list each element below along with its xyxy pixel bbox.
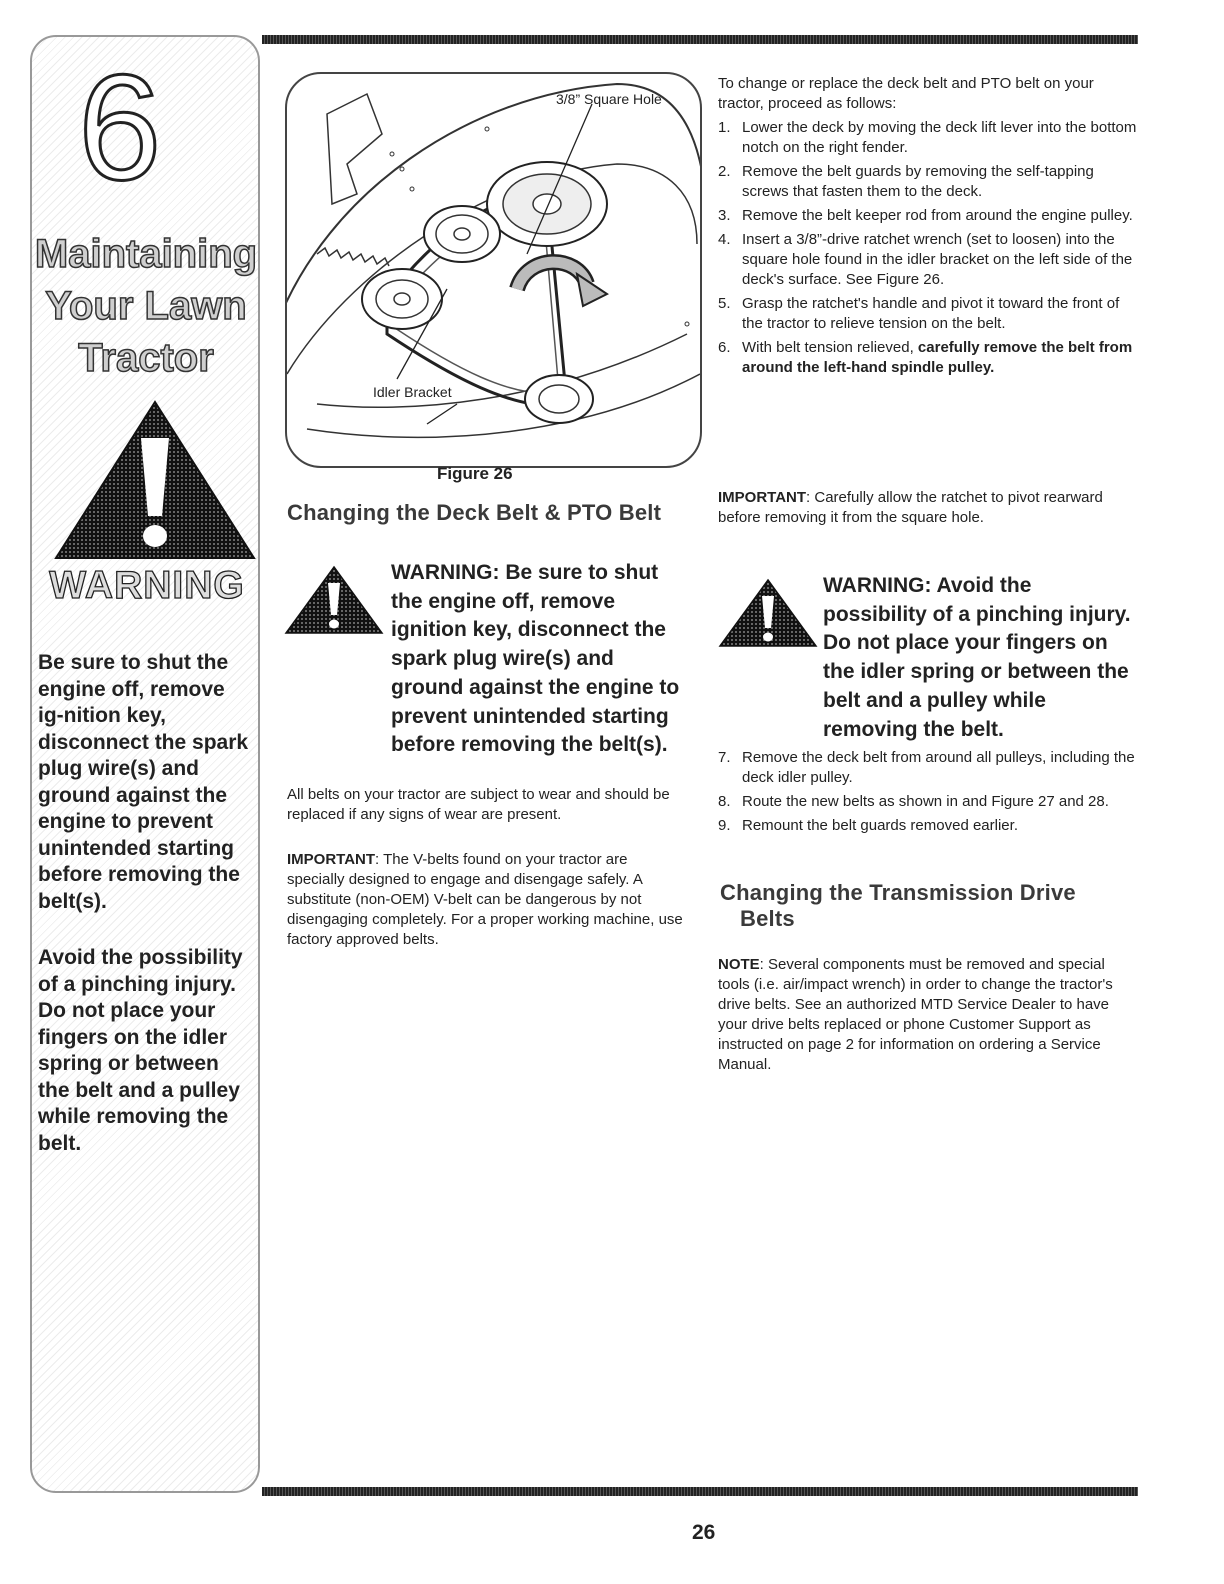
important-text: : The V-belts found on your tractor are specially designed to engage and disengage safely. A substitute (non-OEM) V-belt can be dangerous by not disengaging completely. For a proper working machine, use factory approved belts. [287, 851, 683, 948]
step-number: 9. [718, 817, 731, 834]
warning-triangle-icon [284, 565, 384, 635]
section-heading-transmission [720, 880, 1120, 932]
paragraph-intro: To change or replace the deck belt and PTO belt on your tractor, proceed as follows: [718, 75, 1094, 112]
figure-caption: Figure 26 [437, 464, 513, 483]
paragraph-note [718, 955, 1138, 1075]
important-label: IMPORTANT [287, 851, 376, 868]
figure-26-illustration [285, 72, 702, 468]
step-text: Remove the belt guards by removing the self-tapping screws that fasten them to the deck. [742, 163, 1094, 200]
important-label: IMPORTANT [718, 489, 807, 506]
step-number: 8. [718, 793, 731, 810]
paragraph-important-vbelts [287, 850, 687, 950]
warning-text-pinching: WARNING: Avoid the possibility of a pinching injury. Do not place your fingers on the idler spring or between the belt and a pulley while removing the belt. [823, 574, 1131, 741]
step-number: 7. [718, 749, 731, 766]
heading-line-1: Changing the Transmission Drive [720, 880, 1076, 905]
section-heading-deck-belt: Changing the Deck Belt & PTO Belt [287, 500, 662, 525]
list-item [718, 206, 1138, 226]
step-text: Grasp the ratchet's handle and pivot it toward the front of the tractor to relieve tension on the belt. [742, 295, 1120, 332]
step-number: 5. [718, 295, 731, 312]
step-text: Insert a 3/8”-drive ratchet wrench (set to loosen) into the square hole found in the idler bracket on the left side of the deck's surface. See Figure 26. [742, 231, 1133, 288]
sidebar-warning-text-2: Avoid the possibility of a pinching injury. Do not place your fingers on the idler spring or between the belt and a pulley while removing the belt. [38, 946, 243, 1155]
heading-line-2: Belts [740, 906, 795, 931]
warning-text-shut-engine: WARNING: Be sure to shut the engine off, remove ignition key, disconnect the spark plug wire(s) and ground against the engine to prevent unintended starting before removing the belt(s). [391, 561, 680, 757]
note-text: : Several components must be removed and special tools (i.e. air/impact wrench) in order to change the tractor's drive belts. See an authorized MTD Service Dealer to have your drive belts replaced or phone Customer Support as instructed on page 2 for information on ordering a Service Manual. [718, 956, 1113, 1073]
steps-list-2 [718, 748, 1142, 840]
list-item [718, 338, 1138, 378]
sidebar-warning-text-1: Be sure to shut the engine off, remove ig-nition key, disconnect the spark plug wire(s) and ground against the engine to prevent unintended starting before removing the belt(s). [38, 651, 249, 913]
important-text: : Carefully allow the ratchet to pivot rearward before removing it from the square hole. [718, 489, 1103, 526]
figure-label-square-hole: 3/8” Square Hole [556, 91, 662, 107]
warning-triangle-icon [718, 578, 818, 648]
step-text: Route the new belts as shown in and Figure 27 and 28. [742, 793, 1109, 810]
step-number: 6. [718, 339, 731, 356]
step-number: 2. [718, 163, 731, 180]
sidebar-warning-label: WARNING [49, 564, 245, 607]
deck-belt-diagram [287, 74, 700, 466]
note-label: NOTE [718, 956, 760, 973]
step-text: Remove the belt keeper rod from around the engine pulley. [742, 207, 1133, 224]
chapter-title-line-2: Your Lawn [45, 284, 247, 328]
list-item [718, 748, 1142, 788]
chapter-number: 6 [78, 43, 162, 211]
step-number: 3. [718, 207, 731, 224]
step-text: With belt tension relieved, [742, 339, 918, 356]
warning-triangle-icon [52, 398, 258, 562]
list-item [718, 816, 1142, 836]
step-number: 4. [718, 231, 731, 248]
chapter-title-line-1: Maintaining [34, 232, 258, 276]
step-text: Remount the belt guards removed earlier. [742, 817, 1018, 834]
paragraph-belt-wear: All belts on your tractor are subject to wear and should be replaced if any signs of wear are present. [287, 786, 670, 823]
paragraph-important-ratchet [718, 488, 1138, 528]
top-rule [262, 35, 1138, 44]
step-number: 1. [718, 119, 731, 136]
steps-list-1 [718, 118, 1138, 382]
list-item [718, 162, 1138, 202]
list-item [718, 294, 1138, 334]
bottom-rule [262, 1487, 1138, 1496]
figure-label-idler-bracket: Idler Bracket [373, 384, 452, 400]
list-item [718, 118, 1138, 158]
page-number: 26 [692, 1521, 716, 1544]
chapter-title-line-3: Tractor [78, 336, 214, 380]
list-item [718, 230, 1138, 290]
step-text: Remove the deck belt from around all pulleys, including the deck idler pulley. [742, 749, 1135, 786]
list-item [718, 792, 1142, 812]
step-text: Lower the deck by moving the deck lift lever into the bottom notch on the right fender. [742, 119, 1137, 156]
chapter-title [30, 228, 262, 384]
step-bold-text: carefully remove the belt from around the left-hand spindle pulley. [742, 339, 1133, 376]
